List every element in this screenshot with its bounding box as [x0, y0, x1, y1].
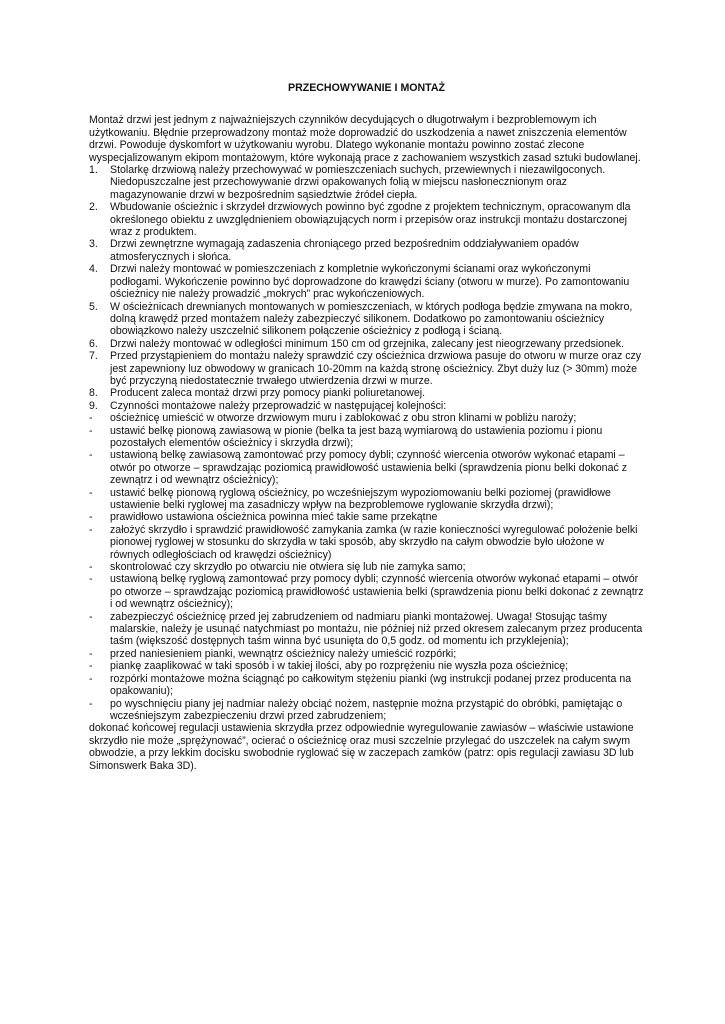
substep-bullet: -: [89, 647, 93, 660]
step-text: Stolarkę drzwiową należy przechowywać w pomieszczeniach suchych, przewiewnych i niezawilgoconych. Niedopuszczalne jest przechowywanie drzwi opakowanych folią w miejscu nasłonecznionym oraz magazynowanie drzwi w bezpośrednim sąsiedztwie źródeł ciepła.: [110, 164, 606, 201]
substep-text: piankę zaaplikować w taki sposób i w takiej ilości, aby po rozprężeniu nie wyszła poza ościeżnicę;: [110, 660, 569, 673]
step-item: [89, 263, 644, 300]
document-body: [89, 82, 644, 772]
substep-bullet: -: [89, 610, 93, 623]
step-item: [89, 387, 644, 399]
intro-paragraph: Montaż drzwi jest jednym z najważniejszych czynników decydujących o długotrwałym i bezproblemowym ich użytkowaniu. Błędnie przeprowadzony montaż może doprowadzić do uszkodzenia a nawet zniszczenia elementów drzwi. Powoduje dyskomfort w użytkowaniu wyrobu. Dlatego wykonanie montażu powinno zostać zlecone wyspecjalizowanym ekipom montażowym, które wykonają prace z zachowaniem wszystkich zasad sztuki budowlanej.: [89, 114, 641, 164]
substep-bullet: -: [89, 697, 93, 710]
substep-item: [89, 524, 644, 561]
step-number: 7.: [89, 350, 98, 363]
substep-bullet: -: [89, 412, 93, 425]
step-text: W ościeżnicach drewnianych montowanych w pomieszczeniach, w których podłoga będzie zmywana na mokro, dolną krawędź przed montażem należy zabezpieczyć silikonem. Dodatkowo po zamontowaniu ościeżnicy obowiązkowo należy uszczelnić silikonem połączenie ościeżnicy z podłogą i ścianą.: [110, 300, 633, 338]
step-item: [89, 400, 644, 723]
step-number: 3.: [89, 238, 98, 251]
substep-text: założyć skrzydło i sprawdzić prawidłowość zamykania zamka (w razie konieczności wyregulować położenie belki pionowej ryglowej w stosunku do skrzydła w taki sposób, aby skrzydło na całym obwodzie było ułożone w równych odległościach od krawędzi ościeżnicy): [110, 523, 638, 561]
substep-text: ustawić belkę pionową zawiasową w pionie (belka ta jest bazą wymiarową do ustawienia poziomu i pionu pozostałych elementów ościeżnicy i skrzydła drzwi);: [110, 424, 603, 449]
substep-item: [89, 412, 644, 424]
step-item: [89, 201, 644, 238]
closing-paragraph: dokonać końcowej regulacji ustawienia skrzydła przez odpowiednie wyregulowanie zawiasów – właściwie ustawione skrzydło nie może „sprężynować”, ocierać o ościeżnicę oraz musi szczelnie przylegać do uszczelek na całym swym obwodzie, a przy lekkim docisku swobodnie ryglować się w zaczepach zamków (patrz: opis regulacji zawiasu 3D lub Simonswerk Baka 3D).: [89, 722, 634, 772]
substep-item: [89, 648, 644, 660]
step-item: [89, 350, 644, 387]
step-item: [89, 164, 644, 201]
step-number: 1.: [89, 164, 98, 177]
substep-text: ustawić belkę pionową ryglową ościeżnicy, po wcześniejszym wypoziomowaniu belki poziomej (prawidłowe ustawienie belki ryglowej ma zasadniczy wpływ na bezproblemowe ryglowanie skrzydła drzwi);: [110, 486, 611, 511]
step-text: Drzwi należy montować w odległości minimum 150 cm od grzejnika, zalecany jest nieogrzewany przedsionek.: [110, 337, 625, 350]
step-number: 6.: [89, 337, 98, 350]
substep-bullet: -: [89, 573, 93, 586]
step-number: 8.: [89, 387, 98, 400]
substep-bullet: -: [89, 561, 93, 574]
substep-bullet: -: [89, 449, 93, 462]
substeps-list: [89, 412, 644, 722]
substep-text: zabezpieczyć ościeżnicę przed jej zabrudzeniem od nadmiaru pianki montażowej. Uwaga! Stosując taśmy malarskie, należy je usunąć natychmiast po montażu, nie później niż przed okresem zalecanym przez producenta taśm (większość dostępnych taśm winna być usunięta do 0,5 godz. od momentu ich przyklejenia);: [110, 610, 643, 648]
step-item: [89, 338, 644, 350]
substep-bullet: -: [89, 523, 93, 536]
substep-text: ościeżnicę umieścić w otworze drzwiowym muru i zablokować z obu stron klinami w pobliżu naroży;: [110, 412, 577, 425]
substep-text: ustawioną belkę ryglową zamontować przy pomocy dybli; czynność wiercenia otworów wykonać etapami – otwór po otworze – sprawdzając poziomicą prawidłowość ustawienia belki (sprawdzenia pionu belki dokonać z zewnątrz i od wewnątrz ościeżnicy);: [110, 573, 644, 611]
step-number: 4.: [89, 263, 98, 276]
substep-bullet: -: [89, 511, 93, 524]
substep-bullet: -: [89, 660, 93, 673]
substep-item: [89, 673, 644, 698]
substep-text: skontrolować czy skrzydło po otwarciu nie otwiera się lub nie zamyka samo;: [110, 561, 466, 574]
substep-item: [89, 573, 644, 610]
substep-item: [89, 660, 644, 672]
step-number: 2.: [89, 201, 98, 214]
substep-text: prawidłowo ustawiona ościeżnica powinna mieć takie same przekątne: [110, 511, 438, 524]
substep-text: po wyschnięciu piany jej nadmiar należy obciąć nożem, następnie można przystąpić do obróbki, pamiętając o wcześniejszym zabezpieczeniu drzwi przed zabrudzeniem;: [110, 697, 623, 722]
substep-text: przed naniesieniem pianki, wewnątrz ościeżnicy należy umieścić rozpórki;: [110, 647, 457, 660]
substep-text: ustawioną belkę zawiasową zamontować przy pomocy dybli; czynność wiercenia otworów wykonać etapami – otwór po otworze – sprawdzając poziomicą prawidłowość ustawienia belki (sprawdzenia pionu belki dokonać z zewnątrz i od wewnątrz ościeżnicy);: [110, 449, 628, 487]
step-text: Producent zaleca montaż drzwi przy pomocy pianki poliuretanowej.: [110, 387, 426, 400]
step-number: 5.: [89, 300, 98, 313]
substep-item: [89, 425, 644, 450]
step-text: Wbudowanie ościeżnic i skrzydeł drzwiowych powinno być zgodne z projektem technicznym, opracowanym dla określonego obiektu z uwzględnieniem obowiązujących norm i przepisów oraz instrukcji montażu dostarczonej wraz z produktem.: [110, 201, 631, 239]
substep-bullet: -: [89, 672, 93, 685]
document-title: PRZECHOWYWANIE I MONTAŻ: [288, 82, 445, 94]
substep-item: [89, 449, 644, 486]
steps-list: [89, 164, 644, 722]
substep-item: [89, 487, 644, 512]
step-text: Czynności montażowe należy przeprowadzić w następującej kolejności:: [110, 399, 447, 412]
substep-item: [89, 561, 644, 573]
step-item: [89, 238, 644, 263]
substep-text: rozpórki montażowe można ściągnąć po całkowitym stężeniu pianki (wg instrukcji podanej przez producenta na opakowaniu);: [110, 672, 632, 698]
step-text: Przed przystąpieniem do montażu należy sprawdzić czy ościeżnica drzwiowa pasuje do otworu w murze oraz czy jest zapewniony luz obwodowy w granicach 10-20mm na każdą stronę ościeżnicy. Zbyt duży luz (> 30mm) może być przyczyną niedostatecznie trwałego utwierdzenia drzwi w murze.: [110, 350, 642, 387]
step-text: Drzwi zewnętrzne wymagają zadaszenia chroniącego przed bezpośrednim oddziaływaniem opadów atmosferycznych i słońca.: [110, 238, 579, 263]
step-text: Drzwi należy montować w pomieszczeniach z kompletnie wykończonymi ścianami oraz wykończonymi podłogami. Wykończenie powinno być doprowadzone do krawędzi ściany (otworu w murze). Po zamontowaniu ościeżnicy nie należy prowadzić „mokrych” prac wykończeniowych.: [110, 263, 630, 301]
substep-item: [89, 698, 644, 723]
step-item: [89, 301, 644, 338]
step-number: 9.: [89, 399, 98, 412]
substep-bullet: -: [89, 424, 93, 437]
substep-item: [89, 511, 644, 523]
substep-item: [89, 611, 644, 648]
substep-bullet: -: [89, 486, 93, 499]
